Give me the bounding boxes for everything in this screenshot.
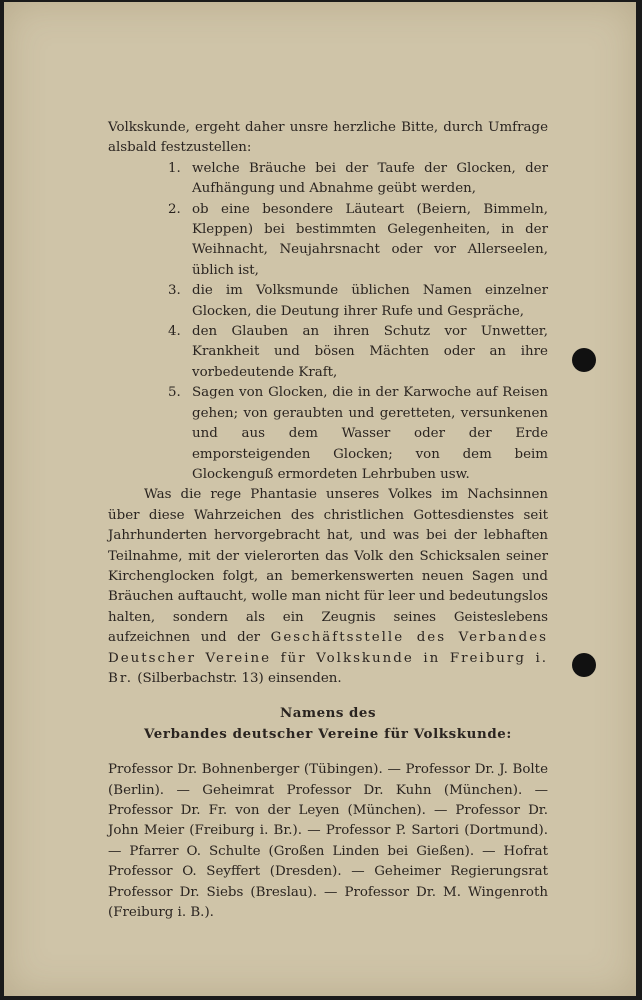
item-text: ob eine besondere Läuteart (Beiern, Bimmeln, Kleppen) bei bestimmten Gelegenheiten, in der Weihnacht, Neujahrsnacht oder vor Allerseelen, üblich ist, (192, 201, 548, 278)
office-address: Geschäftsstelle des Verbandes Deutscher Vereine für Volkskunde in Freiburg i. Br. (108, 630, 548, 686)
item-number: 1. (168, 160, 181, 176)
document-body (108, 118, 548, 923)
signatories-list: Professor Dr. Bohnenberger (Tübingen). — Professor Dr. J. Bolte (Berlin). — Geheimrat Professor Dr. Kuhn (München). — Professor Dr. Fr. von der Leyen (München). — Professor Dr. John Meier (Freiburg i. Br.). — Professor P. Sartori (Dortmund). — Pfarrer O. Schulte (Großen Linden bei Gießen). — Hofrat Professor O. Seyffert (Dresden). — Geheimer Regierungsrat Professor Dr. Siebs (Breslau). — Professor Dr. M. Wingenroth (Freiburg i. B.). (108, 762, 548, 921)
list-item (108, 281, 548, 322)
item-text: welche Bräuche bei der Taufe der Glocken, der Aufhängung und Abnahme geübt werden, (192, 160, 548, 197)
signature-organization: Verbandes deutscher Vereine für Volkskunde: (144, 725, 512, 742)
item-text: die im Volksmunde üblichen Namen einzelner Glocken, die Deutung ihrer Rufe und Gespräche, (192, 283, 548, 319)
appeal-paragraph (108, 485, 548, 689)
punch-hole (572, 348, 596, 372)
item-number: 2. (168, 201, 181, 217)
item-text: Sagen von Glocken, die in der Karwoche auf Reisen gehen; von geraubten und geretteten, versunkenen und aus dem Wasser oder der Erde emporsteigenden Glocken; von dem beim Glockenguß ermordeten Lehrbuben usw. (192, 385, 548, 482)
document-page (4, 2, 636, 996)
item-text: den Glauben an ihren Schutz vor Unwetter, Krankheit und bösen Mächten oder an ihre vorbedeutende Kraft, (192, 324, 548, 380)
list-item (108, 159, 548, 200)
appeal-text: Was die rege Phantasie unseres Volkes im Nachsinnen über diese Wahrzeichen des christlichen Gottesdienstes seit Jahrhunderten hervorgebracht hat, und was bei der lebhaften Teilnahme, mit der vielerorten das Volk den Schicksalen seiner Kirchenglocken folgt, an bemerkenswerten neuen Sagen und Bräuchen auftaucht, wolle man nicht für leer und bedeutungslos halten, sondern als ein Zeugnis seines Geisteslebens aufzeichnen und der (108, 487, 548, 646)
item-number: 4. (168, 324, 181, 340)
list-item (108, 200, 548, 282)
item-number: 5. (168, 385, 181, 401)
list-item (108, 383, 548, 485)
question-list (108, 159, 548, 486)
item-number: 3. (168, 283, 181, 299)
appeal-text-end: (Silberbachstr. 13) einsenden. (133, 670, 342, 686)
list-item (108, 322, 548, 383)
signature-heading: Namens des (280, 705, 376, 722)
punch-hole (572, 653, 596, 677)
intro-paragraph: Volkskunde, ergeht daher unsre herzliche Bitte, durch Umfrage alsbald festzustellen: (108, 120, 548, 156)
